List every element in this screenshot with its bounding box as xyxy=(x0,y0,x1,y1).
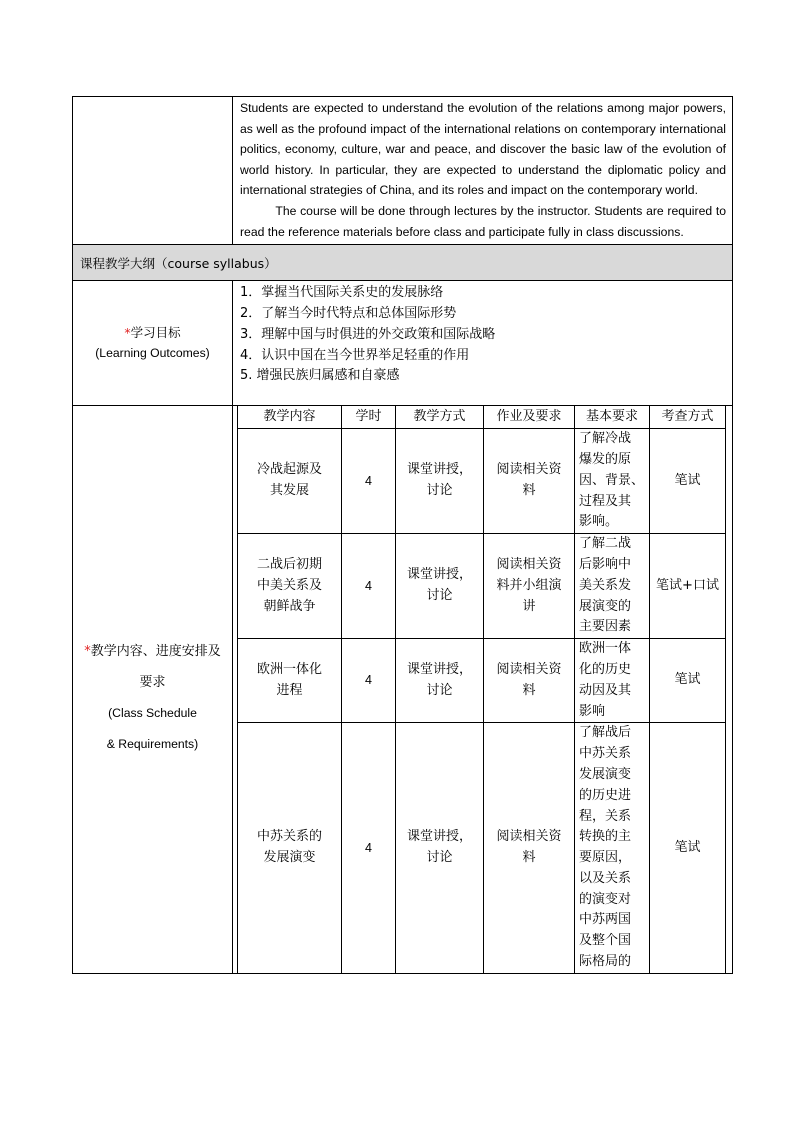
row-hours: 4 xyxy=(342,534,396,639)
row-content xyxy=(238,534,342,639)
row-assessment: 笔试 xyxy=(650,639,726,723)
requirement-line: 了解战后 xyxy=(579,725,632,741)
requirement-line: 转换的主 xyxy=(579,829,632,845)
requirement-line: 的演变对 xyxy=(579,891,632,907)
content-line: 冷战起源及 xyxy=(256,462,322,478)
learning-outcomes-label-cn: 学习目标 xyxy=(130,325,181,341)
row-requirements xyxy=(575,429,650,534)
learning-outcomes-cell xyxy=(233,281,733,406)
homework-line: 料 xyxy=(522,483,536,499)
learning-outcome-item: 5. 增强民族归属感和自豪感 xyxy=(240,368,400,384)
header-homework: 作业及要求 xyxy=(484,406,575,429)
homework-line: 阅读相关资 xyxy=(496,829,562,845)
description-paragraph-1: Students are expected to understand the evolution of the relations among major powers, as well as the profound impact of the international relations on contemporary international politics, economy, culture, war and peace, and discover the basic law of the evolution of world history. In particular, they are expected to understand the diplomatic policy and international strategies of China, and its roles and impact on the contemporary world. xyxy=(240,101,726,198)
schedule-row xyxy=(73,406,733,974)
table-row xyxy=(238,639,726,723)
table-row xyxy=(238,534,726,639)
schedule-label xyxy=(73,406,233,974)
requirement-line: 了解冷战 xyxy=(579,431,632,447)
header-requirements: 基本要求 xyxy=(575,406,650,429)
method-line: 课堂讲授， xyxy=(406,829,472,845)
table-row xyxy=(238,429,726,534)
method-line: 课堂讲授， xyxy=(406,661,472,677)
schedule-label-cn-line2: 要求 xyxy=(139,675,166,691)
requirement-line: 欧洲一体 xyxy=(579,641,632,657)
learning-outcomes-list xyxy=(233,281,732,387)
requirement-line: 后影响中 xyxy=(579,556,632,572)
method-line: 讨论 xyxy=(426,850,453,866)
description-paragraph-2: The course will be done through lectures by the instructor. Students are required to read the reference materials before class and participate fully in class discussions. xyxy=(240,203,726,239)
row-assessment: 笔试+口试 xyxy=(650,534,726,639)
learning-outcomes-label xyxy=(73,281,233,406)
requirement-line: 化的历史 xyxy=(579,661,632,677)
requirement-line: 影响 xyxy=(579,703,606,719)
schedule-header-row xyxy=(238,406,726,429)
method-line: 课堂讲授， xyxy=(406,567,472,583)
row-method xyxy=(396,429,484,534)
row-requirements xyxy=(575,639,650,723)
method-line: 讨论 xyxy=(426,682,453,698)
content-line: 中美关系及 xyxy=(256,577,322,593)
content-line: 发展演变 xyxy=(263,850,316,866)
homework-line: 料 xyxy=(522,682,536,698)
row-content xyxy=(238,639,342,723)
requirement-line: 及整个国 xyxy=(579,933,632,949)
description-row xyxy=(73,97,733,245)
content-line: 进程 xyxy=(276,682,303,698)
requirement-line: 爆发的原 xyxy=(579,451,632,467)
description-label-cell xyxy=(73,97,233,245)
schedule-label-en-line1: (Class Schedule xyxy=(108,706,197,721)
row-homework xyxy=(484,429,575,534)
schedule-label-cn-line1: 教学内容、进度安排及 xyxy=(90,644,221,660)
row-content xyxy=(238,723,342,973)
description-cell xyxy=(233,97,733,245)
requirement-line: 主要因素 xyxy=(579,619,632,635)
requirement-line: 的历史进 xyxy=(579,787,632,803)
learning-outcome-item: 4．认识中国在当今世界举足轻重的作用 xyxy=(240,347,470,363)
header-method: 教学方式 xyxy=(396,406,484,429)
requirement-line: 了解二战 xyxy=(579,536,632,552)
method-line: 讨论 xyxy=(426,588,453,604)
schedule-table xyxy=(237,406,726,973)
homework-line: 阅读相关资 xyxy=(496,556,562,572)
row-method xyxy=(396,639,484,723)
method-line: 讨论 xyxy=(426,483,453,499)
requirement-line: 要原因， xyxy=(579,850,632,866)
homework-line: 料并小组演 xyxy=(496,577,562,593)
row-hours: 4 xyxy=(342,429,396,534)
learning-outcome-item: 3．理解中国与时俱进的外交政策和国际战略 xyxy=(240,326,496,342)
row-requirements xyxy=(575,723,650,973)
header-content: 教学内容 xyxy=(238,406,342,429)
homework-line: 料 xyxy=(522,850,536,866)
row-hours: 4 xyxy=(342,639,396,723)
row-homework xyxy=(484,723,575,973)
row-method xyxy=(396,723,484,973)
requirement-line: 因、背景、 xyxy=(579,472,645,488)
requirement-line: 中苏关系 xyxy=(579,746,632,762)
homework-line: 阅读相关资 xyxy=(496,462,562,478)
schedule-label-en-line2: & Requirements) xyxy=(106,737,199,752)
content-line: 其发展 xyxy=(269,483,309,499)
homework-line: 讲 xyxy=(522,598,536,614)
content-line: 二战后初期 xyxy=(256,556,322,572)
learning-outcome-item: 2．了解当今时代特点和总体国际形势 xyxy=(240,305,457,321)
required-star: * xyxy=(84,644,91,660)
requirement-line: 中苏两国 xyxy=(579,912,632,928)
method-line: 课堂讲授， xyxy=(406,462,472,478)
row-content xyxy=(238,429,342,534)
requirement-line: 动因及其 xyxy=(579,682,632,698)
syllabus-table xyxy=(72,96,733,974)
row-method xyxy=(396,534,484,639)
required-star: * xyxy=(124,325,131,341)
content-line: 中苏关系的 xyxy=(256,829,322,845)
learning-outcomes-label-en: (Learning Outcomes) xyxy=(95,346,210,361)
learning-outcomes-row xyxy=(73,281,733,406)
requirement-line: 过程及其 xyxy=(579,493,632,509)
homework-line: 阅读相关资 xyxy=(496,661,562,677)
syllabus-header: 课程教学大纲（course syllabus） xyxy=(73,245,733,281)
requirement-line: 际格局的 xyxy=(579,954,632,970)
learning-outcome-item: 1．掌握当代国际关系史的发展脉络 xyxy=(240,285,444,301)
content-line: 朝鲜战争 xyxy=(263,598,316,614)
requirement-line: 展演变的 xyxy=(579,598,632,614)
header-assessment: 考查方式 xyxy=(650,406,726,429)
requirement-line: 美关系发 xyxy=(579,577,632,593)
row-homework xyxy=(484,534,575,639)
schedule-cell xyxy=(233,406,733,974)
row-assessment: 笔试 xyxy=(650,723,726,973)
content-line: 欧洲一体化 xyxy=(256,661,322,677)
row-hours: 4 xyxy=(342,723,396,973)
syllabus-header-row xyxy=(73,245,733,281)
row-homework xyxy=(484,639,575,723)
table-row xyxy=(238,723,726,973)
row-requirements xyxy=(575,534,650,639)
requirement-line: 发展演变 xyxy=(579,766,632,782)
row-assessment: 笔试 xyxy=(650,429,726,534)
requirement-line: 程，关系 xyxy=(579,808,632,824)
requirement-line: 以及关系 xyxy=(579,870,632,886)
requirement-line: 影响。 xyxy=(579,514,619,530)
header-hours: 学时 xyxy=(342,406,396,429)
